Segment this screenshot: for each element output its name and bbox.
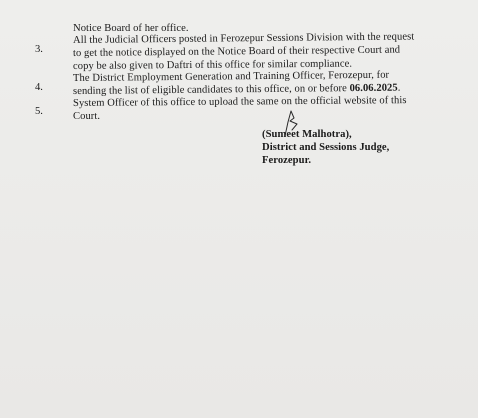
signatory-place: Ferozepur. <box>262 155 312 166</box>
text-line: All the Judicial Officers posted in Ferozepur Sessions Division with the request <box>72 31 415 46</box>
text-line: copy be also given to Daftri of this office for similar compliance. <box>72 58 353 72</box>
item-number: 3. <box>35 44 43 55</box>
deadline-date: 06.06.2025 <box>349 82 398 95</box>
signatory-designation: District and Sessions Judge, <box>262 142 390 153</box>
item-number: 4. <box>35 82 43 93</box>
signatory-name: (Sumeet Malhotra), <box>262 129 352 140</box>
text-line: Court. <box>73 111 101 122</box>
text-line: to get the notice displayed on the Notice Board of their respective Court and <box>72 44 401 59</box>
item-number: 5. <box>35 106 43 117</box>
text-line: System Officer of this office to upload the same on the official website of this <box>72 95 407 109</box>
text-fragment: sending the list of eligible candidates to this office, on or before <box>72 83 350 97</box>
text-line: Notice Board of her office. <box>73 23 189 34</box>
text-line: The District Employment Generation and Training Officer, Ferozepur, for <box>72 69 390 84</box>
text-fragment: . <box>397 82 401 94</box>
